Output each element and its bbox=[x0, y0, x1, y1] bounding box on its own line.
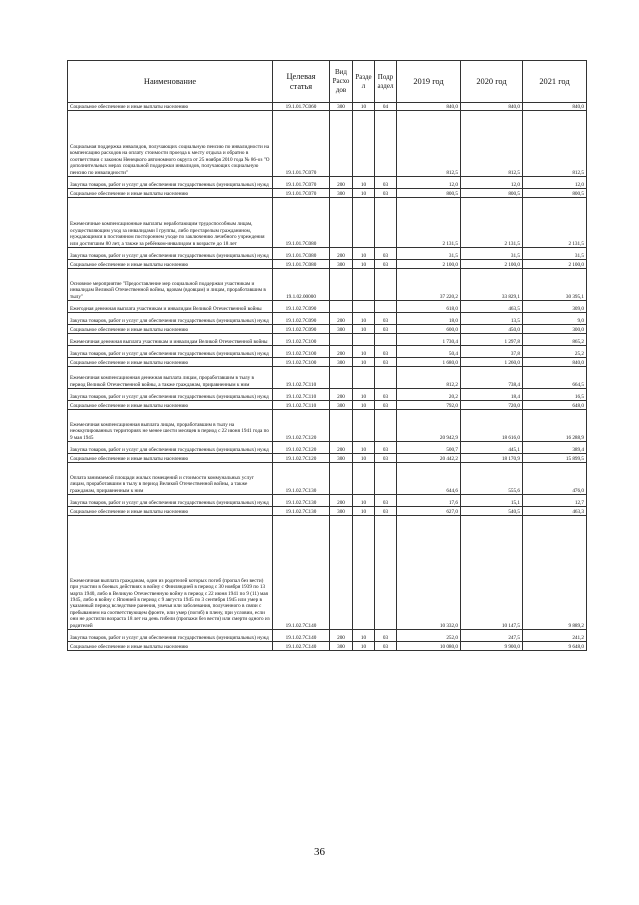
cell-podrazdel: 03 bbox=[375, 177, 397, 189]
table-row bbox=[68, 401, 587, 410]
cell-razdel: 10 bbox=[353, 358, 375, 367]
cell-podrazdel: 03 bbox=[375, 630, 397, 642]
cell-vid: 300 bbox=[330, 260, 353, 269]
cell-2021: 16 288,9 bbox=[523, 410, 587, 442]
cell-razdel: 10 bbox=[353, 260, 375, 269]
cell-vid bbox=[330, 367, 353, 389]
cell-2019: 18,0 bbox=[397, 313, 461, 325]
cell-vid bbox=[330, 111, 353, 177]
cell-2020: 2 131,5 bbox=[461, 198, 523, 248]
cell-2020: 2 100,0 bbox=[461, 260, 523, 269]
cell-name: Закупка товаров, работ и услуг для обеспечения государственных (муниципальных) нужд bbox=[68, 177, 273, 189]
table-row bbox=[68, 346, 587, 358]
cell-podrazdel bbox=[375, 111, 397, 177]
cell-podrazdel bbox=[375, 516, 397, 630]
header-2021: 2021 год bbox=[523, 61, 587, 103]
cell-razdel: 10 bbox=[353, 495, 375, 507]
cell-2019: 20 442,2 bbox=[397, 454, 461, 463]
cell-2021: 865,2 bbox=[523, 334, 587, 346]
cell-podrazdel: 03 bbox=[375, 507, 397, 516]
header-2020: 2020 год bbox=[461, 61, 523, 103]
cell-vid bbox=[330, 301, 353, 313]
cell-2020: 450,0 bbox=[461, 325, 523, 334]
cell-vid: 200 bbox=[330, 248, 353, 260]
cell-2019: 792,0 bbox=[397, 401, 461, 410]
cell-2021: 16,5 bbox=[523, 389, 587, 401]
cell-2020: 247,5 bbox=[461, 630, 523, 642]
cell-name: Оплата занимаемой площади жилых помещений и стоимости коммунальных услуг лицам, проработавшим в тылу в период Великой Отечественной войны, а также гражданам, приравненным к ним bbox=[68, 463, 273, 495]
cell-vid bbox=[330, 463, 353, 495]
cell-name: Закупка товаров, работ и услуг для обеспечения государственных (муниципальных) нужд bbox=[68, 389, 273, 401]
cell-target-code: 19.1.02.7С140 bbox=[273, 642, 330, 651]
cell-2019: 644,6 bbox=[397, 463, 461, 495]
table-row bbox=[68, 189, 587, 198]
table-row bbox=[68, 495, 587, 507]
cell-target-code: 19.1.02.7С110 bbox=[273, 367, 330, 389]
cell-target-code: 19.1.02.7С100 bbox=[273, 346, 330, 358]
cell-vid: 300 bbox=[330, 358, 353, 367]
cell-podrazdel: 04 bbox=[375, 103, 397, 111]
table-row bbox=[68, 177, 587, 189]
header-row bbox=[68, 61, 587, 103]
cell-razdel bbox=[353, 516, 375, 630]
cell-target-code: 19.1.01.7С070 bbox=[273, 189, 330, 198]
cell-podrazdel bbox=[375, 301, 397, 313]
table-row bbox=[68, 111, 587, 177]
cell-podrazdel: 03 bbox=[375, 642, 397, 651]
cell-vid: 300 bbox=[330, 454, 353, 463]
cell-2020: 37,8 bbox=[461, 346, 523, 358]
cell-podrazdel: 03 bbox=[375, 389, 397, 401]
table-row bbox=[68, 642, 587, 651]
header-podrazdel: Подр аздел bbox=[375, 61, 397, 103]
cell-2019: 627,0 bbox=[397, 507, 461, 516]
table-row bbox=[68, 516, 587, 630]
cell-name: Социальная поддержка инвалидов, получающих социальную пенсию по инвалидности на компенсацию расходов на оплату стоимости проезда к месту отдыха и обратно в соответствии с законом Ненецкого автономного округа от 25 ноября 2010 года № 86-оз "О дополнительных мерах социальной поддержки инвалидов, получающих социальную пенсию по инвалидности" bbox=[68, 111, 273, 177]
cell-2021: 309,0 bbox=[523, 301, 587, 313]
table-row bbox=[68, 454, 587, 463]
cell-name: Основное мероприятие "Предоставление мер социальной поддержки участникам и инвалидам Великой Отечественной войны, вдовам (вдовцам) и лицам, проработавшим в тылу" bbox=[68, 269, 273, 301]
table-row bbox=[68, 198, 587, 248]
cell-2021: 31,5 bbox=[523, 248, 587, 260]
cell-podrazdel: 03 bbox=[375, 454, 397, 463]
cell-name: Ежемесячные компенсационные выплаты неработающим трудоспособным лицам, осуществляющим уход за инвалидами I группы, либо престарелым гражданином, нуждающимся в постоянном постороннем уходе по заключению лечебного учреждения или достигшим 80 лет, а также за ребёнком-инвалидом в возрасте до 18 лет bbox=[68, 198, 273, 248]
cell-name: Ежемесячная компенсационная выплата лицам, проработавшим в тылу на неоккупированных территориях не менее шести месяцев в период с 22 июня 1941 года по 9 мая 1945 bbox=[68, 410, 273, 442]
cell-target-code: 19.1.02.7С090 bbox=[273, 325, 330, 334]
table-row bbox=[68, 334, 587, 346]
cell-2019: 618,0 bbox=[397, 301, 461, 313]
cell-2019: 252,0 bbox=[397, 630, 461, 642]
cell-2021: 389,4 bbox=[523, 442, 587, 454]
cell-2020: 13,5 bbox=[461, 313, 523, 325]
cell-target-code: 19.1.02.7С110 bbox=[273, 389, 330, 401]
cell-razdel: 10 bbox=[353, 346, 375, 358]
cell-2019: 812,5 bbox=[397, 111, 461, 177]
cell-vid: 200 bbox=[330, 313, 353, 325]
cell-vid: 300 bbox=[330, 401, 353, 410]
cell-podrazdel: 03 bbox=[375, 358, 397, 367]
cell-razdel: 10 bbox=[353, 177, 375, 189]
cell-2019: 2 100,0 bbox=[397, 260, 461, 269]
table-row bbox=[68, 269, 587, 301]
cell-2021: 800,5 bbox=[523, 189, 587, 198]
cell-name: Социальное обеспечение и иные выплаты населению bbox=[68, 642, 273, 651]
cell-2020: 555,6 bbox=[461, 463, 523, 495]
cell-vid: 300 bbox=[330, 325, 353, 334]
cell-2019: 37 220,2 bbox=[397, 269, 461, 301]
cell-vid: 200 bbox=[330, 389, 353, 401]
cell-podrazdel: 03 bbox=[375, 325, 397, 334]
cell-razdel: 10 bbox=[353, 642, 375, 651]
budget-table bbox=[67, 60, 587, 651]
cell-2019: 10 080,0 bbox=[397, 642, 461, 651]
cell-2020: 463,5 bbox=[461, 301, 523, 313]
cell-2021: 300,0 bbox=[523, 325, 587, 334]
header-name: Наименование bbox=[68, 61, 273, 103]
header-target: Целевая статья bbox=[273, 61, 330, 103]
cell-vid bbox=[330, 269, 353, 301]
cell-2020: 812,5 bbox=[461, 111, 523, 177]
cell-target-code: 19.1.01.7С070 bbox=[273, 177, 330, 189]
table-row bbox=[68, 410, 587, 442]
cell-podrazdel bbox=[375, 367, 397, 389]
cell-razdel bbox=[353, 301, 375, 313]
cell-razdel: 10 bbox=[353, 313, 375, 325]
cell-target-code: 19.1.02.7С130 bbox=[273, 463, 330, 495]
cell-2021: 812,5 bbox=[523, 111, 587, 177]
cell-2021: 840,0 bbox=[523, 358, 587, 367]
cell-target-code: 19.1.02.7С110 bbox=[273, 401, 330, 410]
cell-2020: 31,5 bbox=[461, 248, 523, 260]
cell-vid: 300 bbox=[330, 103, 353, 111]
cell-vid bbox=[330, 410, 353, 442]
cell-2019: 50,4 bbox=[397, 346, 461, 358]
cell-podrazdel: 03 bbox=[375, 189, 397, 198]
cell-name: Ежегодная денежная выплата участникам и инвалидам Великой Отечественной войны bbox=[68, 301, 273, 313]
cell-target-code: 19.1.01.7С080 bbox=[273, 260, 330, 269]
cell-razdel: 10 bbox=[353, 442, 375, 454]
cell-razdel bbox=[353, 334, 375, 346]
cell-razdel: 10 bbox=[353, 507, 375, 516]
cell-2019: 20,2 bbox=[397, 389, 461, 401]
cell-name: Закупка товаров, работ и услуг для обеспечения государственных (муниципальных) нужд bbox=[68, 313, 273, 325]
cell-2020: 18 616,0 bbox=[461, 410, 523, 442]
table-row bbox=[68, 358, 587, 367]
table-row bbox=[68, 325, 587, 334]
cell-razdel: 10 bbox=[353, 103, 375, 111]
cell-podrazdel bbox=[375, 334, 397, 346]
cell-2021: 9 648,0 bbox=[523, 642, 587, 651]
cell-target-code: 19.1.02.7С120 bbox=[273, 410, 330, 442]
cell-razdel: 10 bbox=[353, 630, 375, 642]
cell-2020: 840,0 bbox=[461, 103, 523, 111]
cell-razdel bbox=[353, 367, 375, 389]
cell-name: Закупка товаров, работ и услуг для обеспечения государственных (муниципальных) нужд bbox=[68, 248, 273, 260]
table-row bbox=[68, 389, 587, 401]
cell-name: Социальное обеспечение и иные выплаты населению bbox=[68, 507, 273, 516]
cell-name: Ежемесячная денежная выплата участникам и инвалидам Великой Отечественной войны bbox=[68, 334, 273, 346]
cell-razdel: 10 bbox=[353, 189, 375, 198]
cell-podrazdel: 03 bbox=[375, 442, 397, 454]
cell-2019: 12,0 bbox=[397, 177, 461, 189]
cell-vid bbox=[330, 516, 353, 630]
header-2019: 2019 год bbox=[397, 61, 461, 103]
cell-2020: 9 900,0 bbox=[461, 642, 523, 651]
cell-name: Социальное обеспечение и иные выплаты населению bbox=[68, 103, 273, 111]
cell-2019: 31,5 bbox=[397, 248, 461, 260]
cell-razdel bbox=[353, 410, 375, 442]
cell-razdel: 10 bbox=[353, 325, 375, 334]
cell-2019: 800,5 bbox=[397, 189, 461, 198]
cell-razdel bbox=[353, 269, 375, 301]
cell-name: Закупка товаров, работ и услуг для обеспечения государственных (муниципальных) нужд bbox=[68, 495, 273, 507]
cell-2021: 664,5 bbox=[523, 367, 587, 389]
cell-2021: 15 899,5 bbox=[523, 454, 587, 463]
cell-target-code: 19.1.01.7С070 bbox=[273, 111, 330, 177]
cell-2019: 2 131,5 bbox=[397, 198, 461, 248]
cell-vid: 200 bbox=[330, 630, 353, 642]
cell-target-code: 19.1.01.7С060 bbox=[273, 103, 330, 111]
cell-name: Социальное обеспечение и иные выплаты населению bbox=[68, 454, 273, 463]
cell-target-code: 19.1.02.7С100 bbox=[273, 334, 330, 346]
cell-podrazdel bbox=[375, 410, 397, 442]
cell-2020: 10 147,5 bbox=[461, 516, 523, 630]
cell-2021: 30 395,1 bbox=[523, 269, 587, 301]
cell-2019: 17,6 bbox=[397, 495, 461, 507]
cell-name: Социальное обеспечение и иные выплаты населению bbox=[68, 325, 273, 334]
cell-target-code: 19.1.02.7С130 bbox=[273, 507, 330, 516]
cell-2020: 15,1 bbox=[461, 495, 523, 507]
header-vid: Вид Расхо дов bbox=[330, 61, 353, 103]
cell-2019: 20 942,9 bbox=[397, 410, 461, 442]
cell-2019: 600,0 bbox=[397, 325, 461, 334]
cell-podrazdel: 03 bbox=[375, 260, 397, 269]
cell-razdel bbox=[353, 198, 375, 248]
cell-2021: 12,7 bbox=[523, 495, 587, 507]
cell-2021: 241,2 bbox=[523, 630, 587, 642]
cell-name: Закупка товаров, работ и услуг для обеспечения государственных (муниципальных) нужд bbox=[68, 346, 273, 358]
cell-podrazdel: 03 bbox=[375, 401, 397, 410]
cell-razdel: 10 bbox=[353, 401, 375, 410]
cell-2020: 18,4 bbox=[461, 389, 523, 401]
cell-vid: 300 bbox=[330, 642, 353, 651]
cell-name: Закупка товаров, работ и услуг для обеспечения государственных (муниципальных) нужд bbox=[68, 442, 273, 454]
table-row bbox=[68, 463, 587, 495]
cell-2020: 18 170,9 bbox=[461, 454, 523, 463]
table-row bbox=[68, 313, 587, 325]
cell-name: Социальное обеспечение и иные выплаты населению bbox=[68, 358, 273, 367]
cell-name: Социальное обеспечение и иные выплаты населению bbox=[68, 260, 273, 269]
cell-2021: 2 100,0 bbox=[523, 260, 587, 269]
cell-podrazdel bbox=[375, 198, 397, 248]
cell-target-code: 19.1.02.7С130 bbox=[273, 495, 330, 507]
cell-target-code: 19.1.02.00000 bbox=[273, 269, 330, 301]
cell-2021: 9 889,2 bbox=[523, 516, 587, 630]
cell-target-code: 19.1.02.7С090 bbox=[273, 313, 330, 325]
cell-2020: 720,0 bbox=[461, 401, 523, 410]
cell-target-code: 19.1.02.7С100 bbox=[273, 358, 330, 367]
cell-2021: 648,0 bbox=[523, 401, 587, 410]
cell-vid: 200 bbox=[330, 177, 353, 189]
table-row bbox=[68, 367, 587, 389]
cell-2019: 1 730,4 bbox=[397, 334, 461, 346]
cell-2020: 445,1 bbox=[461, 442, 523, 454]
cell-target-code: 19.1.01.7С080 bbox=[273, 248, 330, 260]
cell-podrazdel: 03 bbox=[375, 346, 397, 358]
cell-podrazdel: 03 bbox=[375, 313, 397, 325]
table-row bbox=[68, 301, 587, 313]
cell-2020: 1 297,8 bbox=[461, 334, 523, 346]
table-row bbox=[68, 248, 587, 260]
cell-2021: 840,0 bbox=[523, 103, 587, 111]
cell-2021: 463,3 bbox=[523, 507, 587, 516]
cell-target-code: 19.1.02.7С120 bbox=[273, 442, 330, 454]
cell-podrazdel: 03 bbox=[375, 495, 397, 507]
cell-2020: 738,4 bbox=[461, 367, 523, 389]
cell-2021: 476,0 bbox=[523, 463, 587, 495]
table-body bbox=[68, 103, 587, 651]
cell-2021: 2 131,5 bbox=[523, 198, 587, 248]
cell-razdel bbox=[353, 111, 375, 177]
cell-name: Социальное обеспечение и иные выплаты населению bbox=[68, 401, 273, 410]
cell-target-code: 19.1.02.7С140 bbox=[273, 516, 330, 630]
table-row bbox=[68, 260, 587, 269]
cell-podrazdel bbox=[375, 269, 397, 301]
cell-vid: 200 bbox=[330, 346, 353, 358]
cell-2020: 540,5 bbox=[461, 507, 523, 516]
cell-target-code: 19.1.02.7С120 bbox=[273, 454, 330, 463]
cell-name: Социальное обеспечение и иные выплаты населению bbox=[68, 189, 273, 198]
table-row bbox=[68, 442, 587, 454]
cell-razdel: 10 bbox=[353, 454, 375, 463]
page-number: 36 bbox=[314, 846, 325, 858]
cell-vid: 200 bbox=[330, 442, 353, 454]
cell-vid bbox=[330, 334, 353, 346]
cell-name: Ежемесячная компенсационная денежная выплата лицам, проработавшим в тылу в период Великой Отечественной войны, а также гражданам, приравненным к ним bbox=[68, 367, 273, 389]
cell-podrazdel bbox=[375, 463, 397, 495]
table-row bbox=[68, 103, 587, 111]
cell-2019: 10 332,0 bbox=[397, 516, 461, 630]
cell-name: Ежемесячная выплата гражданам, один из родителей которых погиб (пропал без вести) при участии в боевых действиях в войну с Финляндией в период с 30 ноября 1939 по 13 марта 1940, либо в Великую Отечественную войну в период с 22 июня 1941 по 9 (11) мая 1945, либо в войну с Японией в период с 9 августа 1945 по 3 сентября 1945 или умер в указанный период вследствие ранения, увечья или заболевания, полученного в связи с пребыванием на соответствующем фронте, или умер (погиб) в плену, при условии, если они не достигли возраста 18 лет на день гибели (пропажи без вести) или смерти одного из родителей bbox=[68, 516, 273, 630]
cell-2019: 812,2 bbox=[397, 367, 461, 389]
cell-vid: 300 bbox=[330, 507, 353, 516]
cell-2021: 12,0 bbox=[523, 177, 587, 189]
cell-vid: 200 bbox=[330, 495, 353, 507]
cell-2021: 25,2 bbox=[523, 346, 587, 358]
cell-2019: 500,7 bbox=[397, 442, 461, 454]
cell-vid bbox=[330, 198, 353, 248]
table-row bbox=[68, 630, 587, 642]
cell-2019: 840,0 bbox=[397, 103, 461, 111]
cell-2020: 800,5 bbox=[461, 189, 523, 198]
cell-target-code: 19.1.01.7С080 bbox=[273, 198, 330, 248]
cell-razdel bbox=[353, 463, 375, 495]
cell-razdel: 10 bbox=[353, 248, 375, 260]
cell-razdel: 10 bbox=[353, 389, 375, 401]
cell-name: Закупка товаров, работ и услуг для обеспечения государственных (муниципальных) нужд bbox=[68, 630, 273, 642]
cell-2020: 33 829,1 bbox=[461, 269, 523, 301]
cell-target-code: 19.1.02.7С090 bbox=[273, 301, 330, 313]
header-razdel: Разде л bbox=[353, 61, 375, 103]
cell-podrazdel: 03 bbox=[375, 248, 397, 260]
cell-vid: 300 bbox=[330, 189, 353, 198]
cell-2019: 1 680,0 bbox=[397, 358, 461, 367]
cell-2020: 1 260,0 bbox=[461, 358, 523, 367]
table-row bbox=[68, 507, 587, 516]
cell-target-code: 19.1.02.7С140 bbox=[273, 630, 330, 642]
cell-2021: 9,0 bbox=[523, 313, 587, 325]
cell-2020: 12,0 bbox=[461, 177, 523, 189]
